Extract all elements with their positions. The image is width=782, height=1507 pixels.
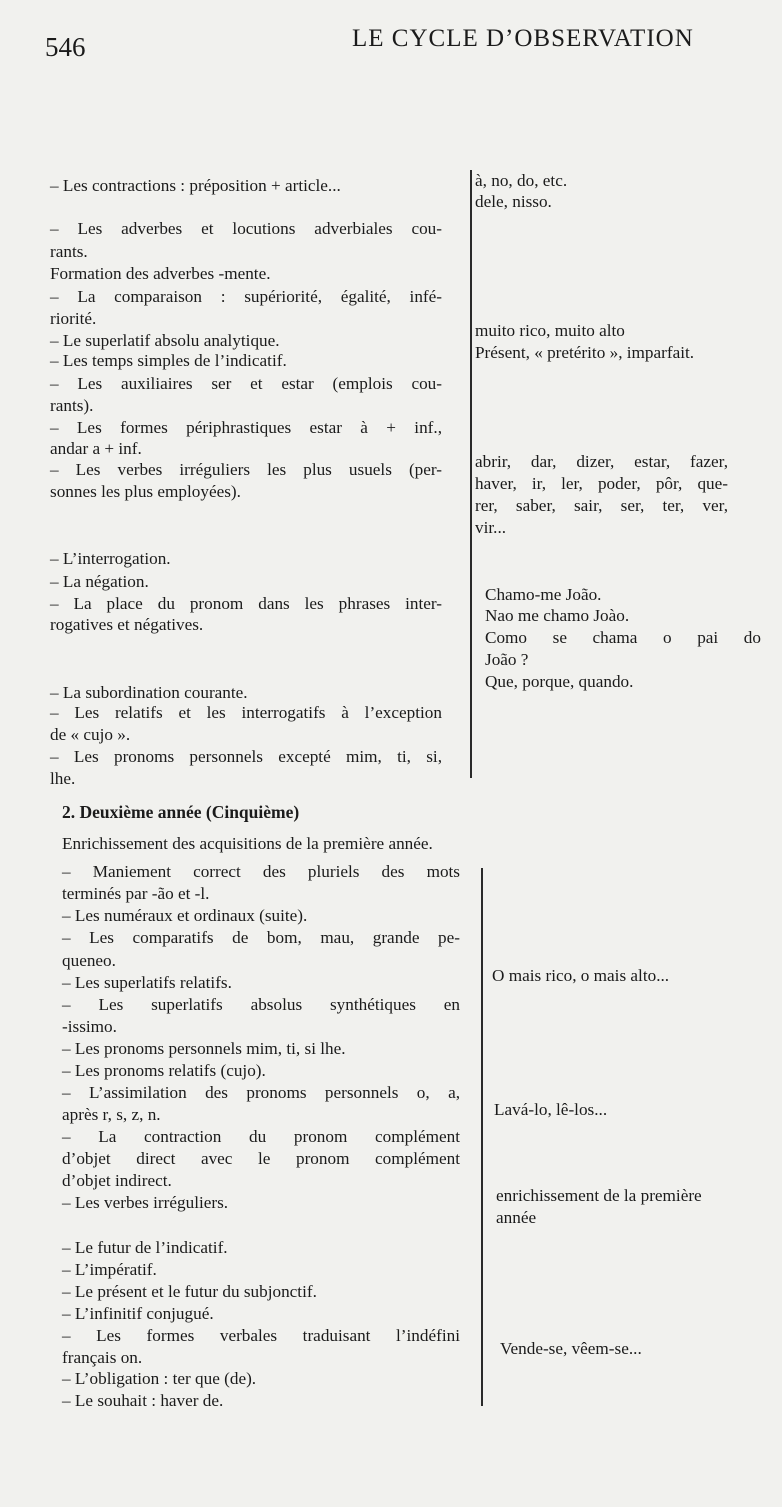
first-year-left-line: – Les formes périphrastiques estar à + inf., [50,418,442,437]
first-year-left-line: – La subordination courante. [50,683,248,702]
second-year-left-line: – L’infinitif conjugué. [62,1304,214,1323]
first-year-right-line: abrir, dar, dizer, estar, fazer, [475,452,728,471]
second-year-left-line: après r, s, z, n. [62,1105,161,1124]
second-year-left-line: queneo. [62,951,116,970]
second-year-left-line: – Les superlatifs relatifs. [62,973,232,992]
second-year-left-line: – Les comparatifs de bom, mau, grande pe- [62,928,460,947]
second-year-left-line: – Maniement correct des pluriels des mots [62,862,460,881]
second-year-left-line: – Le souhait : haver de. [62,1391,224,1410]
second-year-right-line: Vende-se, vêem-se... [500,1339,642,1358]
first-year-right-line: vir... [475,518,507,537]
first-year-left-line: – La négation. [50,572,149,591]
first-year-left-line: – Les auxiliaires ser et estar (emplois cou- [50,374,442,393]
second-year-left-line: – La contraction du pronom complément [62,1127,460,1146]
first-year-left-line: – Les adverbes et locutions adverbiales cou- [50,219,442,238]
first-year-right-line: Nao me chamo Joào. [485,606,630,625]
first-year-left-line: – Les pronoms personnels excepté mim, ti, si, [50,747,442,766]
column-divider-first-year [470,170,472,778]
page-number: 546 [45,32,86,62]
first-year-right-line: haver, ir, ler, poder, pôr, que- [475,474,728,493]
first-year-right-line: dele, nisso. [475,192,552,211]
first-year-left-line: riorité. [50,309,97,328]
first-year-left-line: – Les contractions : préposition + article... [50,176,341,195]
second-year-left-line: – Les superlatifs absolus synthétiques en [62,995,460,1014]
second-year-right-line: O mais rico, o mais alto... [492,966,670,985]
first-year-left-line: – Les relatifs et les interrogatifs à l’exception [50,703,442,722]
first-year-left-line: – L’interrogation. [50,549,171,568]
first-year-left-line: rogatives et négatives. [50,615,204,634]
first-year-left-line: – Les verbes irréguliers les plus usuels (per- [50,460,442,479]
second-year-left-line: – L’assimilation des pronoms personnels o, a, [62,1083,460,1102]
first-year-left-line: – Le superlatif absolu analytique. [50,331,280,350]
first-year-left-line: Formation des adverbes -mente. [50,264,271,283]
second-year-left-line: -issimo. [62,1017,117,1036]
first-year-right-line: João ? [485,650,529,669]
first-year-left-line: sonnes les plus employées). [50,482,241,501]
first-year-left-line: lhe. [50,769,76,788]
second-year-right-line: année [496,1208,537,1227]
first-year-left-line: de « cujo ». [50,725,131,744]
first-year-left-line: – La place du pronom dans les phrases inter- [50,594,442,613]
first-year-right-line: Chamo-me João. [485,585,602,604]
second-year-left-line: – Les numéraux et ordinaux (suite). [62,906,308,925]
second-year-left-line: français on. [62,1348,143,1367]
first-year-left-line: rants). [50,396,94,415]
running-head: LE CYCLE D’OBSERVATION [352,25,694,52]
second-year-left-line: d’objet direct avec le pronom complément [62,1149,460,1168]
second-year-left-line: – Les formes verbales traduisant l’indéfini [62,1326,460,1345]
first-year-right-line: muito rico, muito alto [475,321,625,340]
second-year-right-line: enrichissement de la première [496,1186,702,1205]
first-year-left-line: – La comparaison : supériorité, égalité, infé- [50,287,442,306]
first-year-right-line: Que, porque, quando. [485,672,634,691]
first-year-left-line: rants. [50,242,88,261]
second-year-left-line: – Les verbes irréguliers. [62,1193,229,1212]
first-year-left-line: andar a + inf. [50,439,142,458]
first-year-right-line: à, no, do, etc. [475,171,568,190]
second-year-left-line: – Les pronoms personnels mim, ti, si lhe. [62,1039,346,1058]
first-year-left-line: – Les temps simples de l’indicatif. [50,351,287,370]
second-year-left-line: – Le présent et le futur du subjonctif. [62,1282,317,1301]
column-divider-second-year [481,868,483,1406]
second-year-left-line: terminés par -ão et -l. [62,884,210,903]
second-year-left-line: – Les pronoms relatifs (cujo). [62,1061,266,1080]
first-year-right-line: rer, saber, sair, ser, ter, ver, [475,496,728,515]
second-year-right-line: Lavá-lo, lê-los... [494,1100,608,1119]
first-year-right-line: Como se chama o pai do [485,628,761,647]
section-intro: Enrichissement des acquisitions de la première année. [62,834,433,853]
second-year-left-line: – Le futur de l’indicatif. [62,1238,228,1257]
second-year-left-line: – L’impératif. [62,1260,157,1279]
section-title: 2. Deuxième année (Cinquième) [62,802,300,822]
second-year-left-line: d’objet indirect. [62,1171,172,1190]
first-year-right-line: Présent, « pretérito », imparfait. [475,343,695,362]
second-year-left-line: – L’obligation : ter que (de). [62,1369,257,1388]
